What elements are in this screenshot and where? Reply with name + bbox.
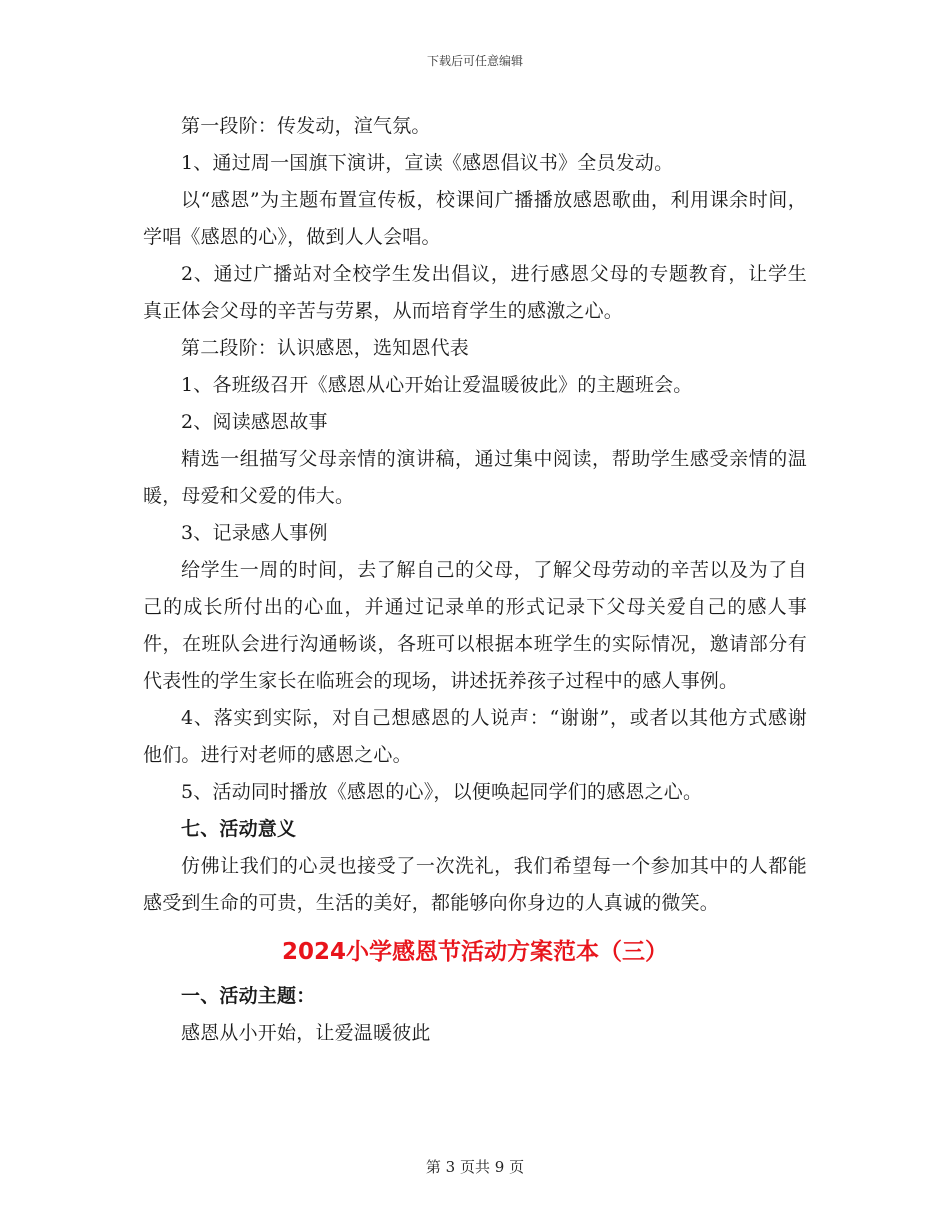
paragraph: 3、记录感人事例 bbox=[181, 522, 328, 544]
document-body bbox=[143, 108, 807, 1052]
paragraph: 1、通过周一国旗下演讲，宣读《感恩倡议书》全员发动。 bbox=[181, 152, 674, 174]
paragraph: 以“感恩”为主题布置宣传板，校课间广播播放感恩歌曲，利用课余时间，学唱《感恩的心》，做到人人会唱。 bbox=[143, 189, 807, 248]
paragraph-group bbox=[143, 978, 807, 1052]
paragraph: 2、通过广播站对全校学生发出倡议，进行感恩父母的专题教育，让学生真正体会父母的辛苦与劳累，从而培育学生的感激之心。 bbox=[143, 263, 807, 322]
paragraph: 精选一组描写父母亲情的演讲稿，通过集中阅读，帮助学生感受亲情的温暖，母爱和父爱的伟大。 bbox=[143, 448, 807, 507]
paragraph-group bbox=[143, 108, 807, 922]
section-heading: 一、活动主题： bbox=[181, 985, 316, 1007]
section-heading: 七、活动意义 bbox=[181, 818, 297, 840]
paragraph: 5、活动同时播放《感恩的心》，以便唤起同学们的感恩之心。 bbox=[181, 781, 703, 803]
paragraph: 给学生一周的时间，去了解自己的父母，了解父母劳动的辛苦以及为了自己的成长所付出的心血，并通过记录单的形式记录下父母关爱自己的感人事件，在班队会进行沟通畅谈，各班可以根据本班学生的实际情况，邀请部分有代表性的学生家长在临班会的现场，讲述抚养孩子过程中的感人事例。 bbox=[143, 559, 807, 692]
paragraph: 第二段阶：认识感恩，选知恩代表 bbox=[181, 337, 470, 359]
paragraph: 第一段阶：传发动，渲气氛。 bbox=[181, 115, 431, 137]
section-title: 2024小学感恩节活动方案范本（三） bbox=[281, 939, 668, 965]
paragraph: 4、落实到实际，对自己想感恩的人说声：“谢谢”，或者以其他方式感谢他们。进行对老师的感恩之心。 bbox=[143, 707, 807, 766]
page-header: 下载后可任意编辑 bbox=[426, 54, 523, 68]
paragraph: 2、阅读感恩故事 bbox=[181, 411, 328, 433]
paragraph: 感恩从小开始，让爱温暖彼此 bbox=[181, 1022, 431, 1044]
paragraph: 1、各班级召开《感恩从心开始让爱温暖彼此》的主题班会。 bbox=[181, 374, 693, 396]
page-footer: 第 3 页共 9 页 bbox=[425, 1158, 525, 1176]
paragraph: 仿佛让我们的心灵也接受了一次洗礼，我们希望每一个参加其中的人都能感受到生命的可贵，生活的美好，都能够向你身边的人真诚的微笑。 bbox=[143, 855, 807, 914]
